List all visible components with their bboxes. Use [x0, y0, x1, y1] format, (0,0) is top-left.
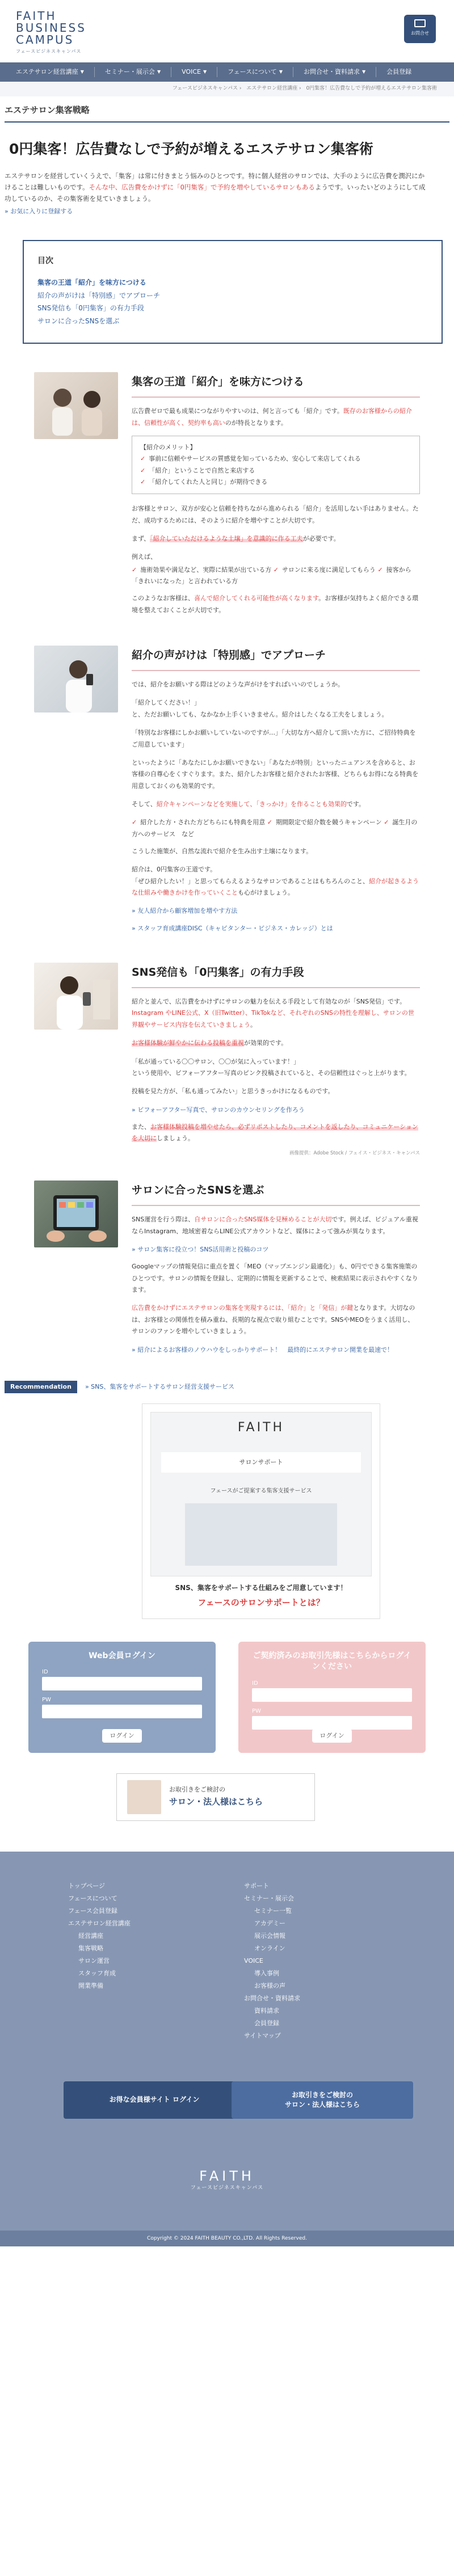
caret-down-icon: ▼	[80, 69, 84, 75]
section-title: サロンに合ったSNSを選ぶ	[132, 1181, 420, 1206]
copyright: Copyright © 2024 FAITH BEAUTY CO.,LTD. All Rights Reserved.	[0, 2231, 454, 2246]
highlight: 既存のお客様からの紹介は、信頼性が高く、契約率も高い	[132, 407, 412, 427]
footer-sublink[interactable]: 導入事例	[254, 1969, 279, 1977]
paragraph	[132, 1214, 420, 1237]
footer-sublink[interactable]: アカデミー	[254, 1919, 285, 1927]
member-password-input[interactable]	[42, 1705, 202, 1718]
paragraph	[132, 876, 420, 899]
text: 「ぜひ紹介したい！」と思ってもらえるようなサロンであることはもちろんのこと、	[132, 877, 369, 885]
footer-sublink[interactable]: スタッフ育成	[78, 1969, 116, 1977]
footer-sublink[interactable]: オンライン	[254, 1944, 285, 1952]
highlight: 自サロンに合ったSNS媒体を見極めることが大切	[194, 1216, 332, 1224]
mock-logo: FAITH	[237, 1420, 285, 1435]
quote: 「紹介してください！」	[132, 699, 200, 707]
footer-link[interactable]: セミナー・展示会	[244, 1894, 294, 1902]
text: です。	[346, 800, 365, 808]
section-title: 紹介の声がけは「特別感」でアプローチ	[132, 646, 420, 671]
logo-sub: フェースビジネスキャンパス	[16, 49, 82, 54]
text: が必要です。	[302, 534, 340, 542]
recommendation-screenshot	[150, 1412, 372, 1576]
nav-label: フェースについて	[228, 68, 277, 75]
nav-label: お問合せ・資料請求	[303, 68, 360, 75]
check-item: ✓ 紹介した方・された方どちらにも特典を用意	[132, 819, 265, 826]
logo-line2: BUSINESS	[16, 21, 86, 35]
recommendation-tag: Recommendation	[5, 1381, 77, 1393]
page-heading: エステサロン集客戦略	[5, 103, 449, 123]
paragraph: 紹介は、0円集客の王道です。	[132, 866, 217, 874]
breadcrumb-item[interactable]: エステサロン経営講座	[246, 86, 298, 91]
salon-banner[interactable]	[116, 1773, 315, 1821]
check-item: ✓ 事前に信頼やサービスの質感覚を知っているため、安心して来店してくれる	[140, 453, 411, 465]
page-heading-bar	[0, 96, 454, 123]
highlight: Instagram やLINE公式、X（旧Twitter）、TikTokなど、それぞれのSNSの特性を理解し、サロンの世界観やサービス内容を伝えていきましょう	[132, 1009, 414, 1028]
partner-password-input[interactable]	[252, 1716, 412, 1730]
image-credit: 画像提供：Adobe Stock / フェイス・ビジネス・キャンパス	[289, 1150, 420, 1156]
footer-link[interactable]: フェースについて	[68, 1894, 117, 1902]
text: まず、	[132, 534, 150, 542]
breadcrumb-item: 0円集客！広告費なしで予約が増えるエステサロン集客術	[306, 86, 437, 91]
section-choose-sns	[34, 1181, 420, 1361]
caret-down-icon: ▼	[279, 69, 283, 75]
caret-down-icon: ▼	[361, 69, 366, 75]
section-referral	[34, 372, 420, 623]
footer-link[interactable]: VOICE	[244, 1957, 263, 1964]
breadcrumb: フェースビジネスキャンパス › エステサロン経営講座 › 0円集客！広告費なしで予約が増えるエステサロン集客術	[0, 82, 454, 96]
banner-line2: サロン・法人様はこちら	[169, 1797, 263, 1807]
nav-label: 会員登録	[386, 68, 412, 75]
check-item: ✓ 誕生月の方へのサービス など	[132, 819, 417, 837]
mock-text: フェースがご提案する集客支援サービス	[210, 1487, 312, 1494]
pw-label: PW	[252, 1708, 261, 1714]
partner-login-box	[238, 1642, 426, 1753]
paragraph	[132, 1038, 420, 1049]
login-row	[28, 1642, 454, 1753]
section-image-sns	[34, 963, 118, 1030]
section-body	[132, 1181, 420, 1361]
text: 紹介と並んで、広告費をかけずにサロンの魅力を伝える手段として有効なのが「SNS発信」です。	[132, 998, 406, 1006]
paragraph	[132, 799, 420, 810]
check-item: ✓ 「紹介してくれた人と同じ」が期待できる	[140, 477, 411, 488]
mock-band: サロンサポート	[161, 1452, 361, 1473]
recommendation-row	[5, 1381, 420, 1393]
paragraph	[132, 996, 420, 1031]
text: 。	[250, 1021, 257, 1028]
toc-item[interactable]: サロンに合ったSNSを選ぶ	[37, 317, 120, 326]
member-id-input[interactable]	[42, 1677, 202, 1690]
lead-highlight: そんな中、広告費をかけずに「0円集客」で予約を増やしているサロンもある	[89, 183, 315, 192]
table-of-contents	[23, 240, 443, 344]
member-login-title: Web会員ログイン	[89, 1651, 155, 1660]
check-item: ✓ 施術効果や満足など、実際に結果が出ている方	[132, 566, 271, 574]
nav-item-salon-course[interactable]	[6, 67, 95, 78]
toc-item[interactable]: 集客の王道「紹介」を味方につける	[37, 278, 146, 286]
footer-col-1	[68, 1880, 131, 1992]
paragraph: こうした施策が、自然な流れで紹介を生み出す土壌になります。	[132, 847, 313, 855]
site-logo[interactable]	[16, 10, 86, 56]
section-sns	[34, 963, 420, 1158]
paragraph: 投稿を見た方が、「私も通ってみたい」と思うきっかけになるものです。	[132, 1087, 334, 1095]
id-label: ID	[42, 1669, 48, 1676]
check-item: ✓ 期間限定で紹介数を競うキャンペーン	[267, 819, 382, 826]
footer-link[interactable]: トップページ	[68, 1882, 106, 1890]
related-link[interactable]: » ビフォーアフター写真で、サロンのカウンセリングを作ろう	[132, 1106, 305, 1114]
footer-sublink[interactable]: お客様の声	[254, 1981, 285, 1989]
footer-link[interactable]: サポート	[244, 1882, 269, 1890]
id-label: ID	[252, 1680, 258, 1687]
check-item: ✓ サロンに来る度に満足してもらう	[274, 566, 376, 574]
recommendation-caption: SNS、集客をサポートする仕組みをご用意しています！	[175, 1583, 347, 1592]
section-image-choose-sns	[34, 1181, 118, 1247]
footer-sublink[interactable]: 資料請求	[254, 2006, 279, 2014]
footer-sublink[interactable]: サロン運営	[78, 1957, 110, 1964]
check-item: ✓ 「紹介」ということで自然と来店する	[140, 465, 411, 477]
text: です。例えば、ビジュアル重視ならInstagram、地域密着ならLINE公式アカウントなど、媒体によって強みが異なります。	[132, 1216, 418, 1235]
paragraph: 例えば、	[132, 553, 157, 561]
favorite-link[interactable]: » お気に入りに登録する	[5, 208, 73, 216]
merit-box-title: 【紹介のメリット】	[140, 443, 196, 451]
site-footer	[0, 1852, 454, 2231]
article-lead	[5, 170, 427, 204]
contact-button[interactable]	[404, 15, 436, 43]
lead-text: エステサロンを経営していくうえで、「集客」は常に付きまとう悩みのひとつです。特に個人経営のサロンでは、大手のように広告費を潤沢にかけることは難しいものです。	[5, 172, 425, 192]
logo-line1: FAITH	[16, 9, 57, 23]
text: そして、	[132, 800, 157, 808]
section-body	[132, 372, 420, 623]
section-title: SNS発信も「0円集客」の有力手段	[132, 963, 420, 988]
toc-title: 目次	[37, 256, 53, 266]
text: のが特長となります。	[225, 419, 287, 427]
nav-item-contact[interactable]	[293, 67, 376, 78]
paragraph	[132, 1122, 420, 1145]
global-nav	[0, 62, 454, 82]
paragraph: お客様とサロン、双方が安心と信頼を持ちながら進められる「紹介」を活用しない手はありません。ただ、成功するためには、そのように紹介を増やすことが大切です。	[132, 505, 419, 524]
logo-line3: CAMPUS	[16, 33, 74, 47]
tablet-hands-image	[34, 1181, 118, 1247]
text: また、	[132, 1123, 150, 1131]
paragraph	[132, 406, 420, 429]
highlight: 広告費をかけずにエステサロンの集客を実現するには、「紹介」と「発信」が鍵	[132, 1304, 354, 1312]
toc-item[interactable]: SNS発信も「0円集客」の有力手段	[37, 304, 144, 313]
text: このようなお客様は、	[132, 595, 194, 602]
footer-link[interactable]: サイトマップ	[244, 2031, 281, 2039]
woman-smartphone-image	[34, 963, 118, 1030]
breadcrumb-item[interactable]: フェースビジネスキャンパス	[172, 86, 238, 91]
check-list	[132, 564, 420, 588]
caret-down-icon: ▼	[203, 69, 207, 75]
footer-sublink[interactable]: 経営講座	[78, 1932, 103, 1940]
partner-id-input[interactable]	[252, 1688, 412, 1702]
women-talking-image	[34, 372, 118, 439]
paragraph	[132, 593, 420, 616]
nav-item-about[interactable]	[217, 67, 293, 78]
section-special	[34, 646, 420, 940]
check-item: ✓ 接客から「きれいになった」と言われている方	[132, 566, 411, 585]
text: 。お客様が気持ちよく紹介できる環境を整えておくことが大切です。	[132, 595, 419, 614]
footer-sublink[interactable]: セミナー一覧	[254, 1907, 292, 1915]
text: SNS運営を行う際は、	[132, 1216, 195, 1224]
footer-col-2	[244, 1880, 300, 2042]
partner-login-button[interactable]: ログイン	[312, 1729, 352, 1743]
related-link[interactable]: » 友人紹介から顧客増加を増やす方法	[132, 907, 238, 915]
paragraph: と、ただお願いしても、なかなか上手くいきません。紹介はしたくなる工夫をしましょう。	[132, 710, 388, 718]
partner-login-title: ご契約済みのお取引先様はこちらからログインください	[253, 1651, 411, 1672]
section-title: 集客の王道「紹介」を味方につける	[132, 372, 420, 398]
envelope-icon	[414, 19, 426, 27]
footer-sublink[interactable]: 開業準備	[78, 1981, 103, 1989]
pw-label: PW	[42, 1697, 51, 1704]
footer-link[interactable]: お問合せ・資料請求	[244, 1994, 300, 2002]
recommendation-subcaption: フェースのサロンサポートとは？	[197, 1597, 325, 1608]
footer-logo[interactable]: FAITH	[199, 2168, 255, 2184]
footer-salon-button[interactable]: お取引きをご検討の サロン・法人様はこちら	[232, 2081, 413, 2119]
recommendation-card[interactable]	[142, 1403, 380, 1619]
nav-item-seminar[interactable]	[95, 67, 171, 78]
text: となります。大切なのは、お客様との関係性を積み重ね、長期的な視点で取り組むことです。SNSやMEOをうまく活用し、サロンのファンを増やしていきましょう。	[132, 1304, 415, 1335]
related-link[interactable]: » 紹介によるお客様のノウハウをしっかりサポート！ 最終的にエステサロン開業を最速で！	[132, 1346, 394, 1354]
banner-line1: お取引きをご検討の	[169, 1785, 225, 1793]
section-image-special	[34, 646, 118, 712]
section-body	[132, 646, 420, 940]
quote: 「特別なお客様にしかお願いしていないのですが…」「大切な方へ紹介して頂いた方に、ご招待特典をご用意しています」	[132, 729, 416, 748]
footer-sublink[interactable]: 集客戦略	[78, 1944, 103, 1952]
highlight: 紹介キャンペーンなどを実施して、「きっかけ」を作ることも効果的	[156, 800, 347, 808]
woman-phone-image	[34, 646, 118, 712]
footer-logo-sub: フェースビジネスキャンパス	[190, 2185, 264, 2191]
nav-label: セミナー・展示会	[104, 68, 155, 75]
related-link[interactable]: » スタッフ育成講座DISC（キャピタンター・ビジネス・カレッジ）とは	[132, 924, 333, 932]
section-body	[132, 963, 420, 1158]
nav-label: VOICE	[182, 68, 201, 75]
quote: 「私が通っている〇〇サロン、〇〇が気に入っています！」	[132, 1057, 300, 1065]
toc-item[interactable]: 紹介の声がけは「特別感」でアプローチ	[37, 291, 161, 300]
section-image-referral	[34, 372, 118, 439]
highlight: お客様体験が鮮やかに伝わる投稿を重視	[132, 1039, 244, 1047]
footer-member-login-button[interactable]: お得な会員様サイト ログイン	[64, 2081, 245, 2119]
footer-sublink[interactable]: 展示会情報	[254, 1932, 285, 1940]
site-header	[0, 0, 454, 62]
member-login-box	[28, 1642, 216, 1753]
paragraph	[132, 533, 420, 545]
main-content	[0, 123, 454, 1619]
paragraph: といったように「あなたにしかお願いできない」「あなたが特別」といったニュアンスを含めると、お客様の自尊心をくすぐります。また、紹介したお客様と紹介されたお客様、どちらもお得になる特典を用意しておくのも効果的です。	[132, 758, 419, 790]
text: 広告費ゼロで最も成果につながりやすいのは、何と言っても「紹介」です。	[132, 407, 343, 415]
footer-sublink[interactable]: 会員登録	[254, 2019, 279, 2027]
banner-image	[127, 1780, 161, 1814]
text: しましょう。	[157, 1135, 194, 1142]
member-login-button[interactable]: ログイン	[102, 1729, 142, 1743]
nav-item-voice[interactable]	[171, 67, 217, 78]
highlight: お客様体験投稿を増やせたら、必ずリポストしたり、コメントを返したり、コミュニケーションを大切に	[132, 1123, 418, 1142]
paragraph: では、紹介をお願いする際はどのような声がけをすればいいのでしょうか。	[132, 681, 344, 689]
banner-text	[169, 1785, 263, 1810]
article-title: 0円集客！広告費なしで予約が増えるエステサロン集客術	[9, 140, 373, 157]
recommendation-link[interactable]: » SNS、集客をサポートするサロン経営支援サービス	[85, 1382, 235, 1390]
check-list	[132, 817, 420, 840]
footer-link[interactable]: エステサロン経営講座	[68, 1919, 131, 1927]
related-link[interactable]: » サロン集客に役立つ！SNS活用術と投稿のコツ	[132, 1246, 269, 1254]
paragraph: という使用や、ビフォーアフター写真のピンク投稿されていると、その信頼性はぐっと上がります。	[132, 1069, 411, 1077]
highlight: 紹介が起きるような仕組みや働きかけを作っていくこと	[132, 877, 419, 896]
paragraph	[132, 1302, 420, 1337]
contact-label: お問合せ	[411, 31, 429, 36]
lead-text: ようです。いったいどのようにして成功しているのか、その集客術を見ていきましょう。	[5, 183, 426, 203]
merit-box	[132, 436, 420, 494]
highlight: 「紹介していただけるような土壌」を意識的に作る工夫	[150, 534, 303, 542]
footer-link[interactable]: フェース会員登録	[68, 1907, 117, 1915]
paragraph: Googleマップの情報発信に重点を置く「MEO（マップエンジン最適化）」も、0円でできる集客施策のひとつです。サロンの情報を登録し、定期的に情報を更新することで、検索結果に表示されやすくなります。	[132, 1263, 418, 1294]
text: が効果的です。	[244, 1039, 288, 1047]
mock-image	[185, 1503, 337, 1566]
highlight: 喜んで紹介してくれる可能性が高くなります	[194, 595, 319, 602]
caret-down-icon: ▼	[157, 69, 161, 75]
nav-item-register[interactable]	[376, 67, 422, 78]
nav-label: エステサロン経営講座	[16, 68, 78, 75]
text: も心がけましょう。	[238, 888, 294, 896]
